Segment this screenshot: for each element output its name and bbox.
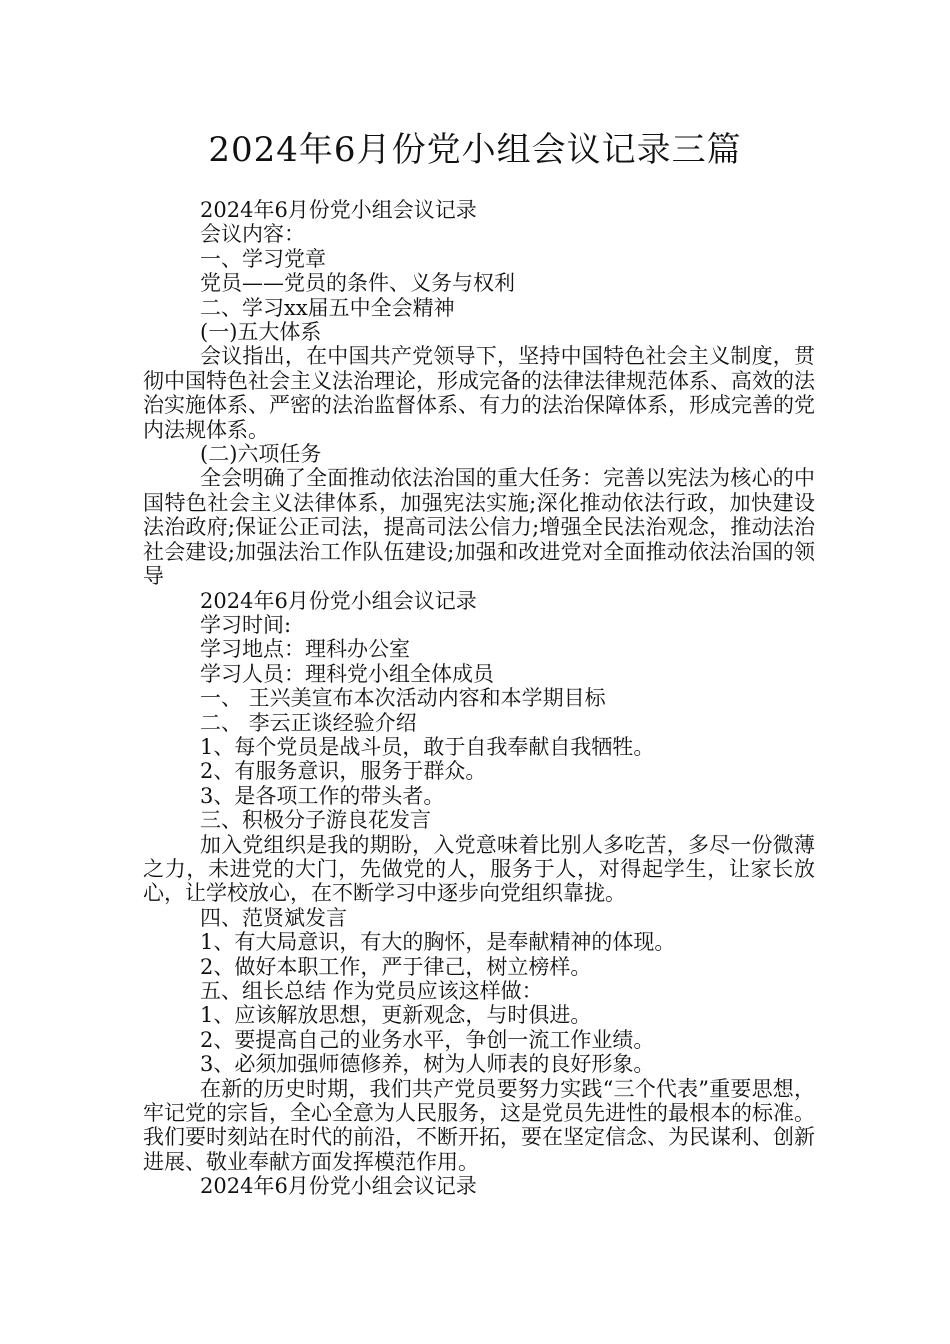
paragraph-23: 2、做好本职工作，严于律己，树立榜样。 [200, 954, 592, 979]
paragraph-13: 学习人员：理科党小组全体成员 [200, 661, 494, 686]
paragraph-24: 五、组长总结 作为党员应该这样做： [200, 979, 543, 1003]
paragraph-7: 会议指出，在中国共产党领导下，坚持中国特色社会主义制度，贯彻中国特色社会主义法治理论，形成完备的法律法律规范体系、高效的法治实施体系、严密的法治监督体系、有力的法治保障体系，形成完善的党内法规体系。 [143, 344, 815, 442]
paragraph-21: 四、范贤斌发言 [200, 905, 347, 930]
paragraph-4: 党员——党员的条件、义务与权利 [200, 271, 515, 296]
paragraph-29: 2024年6月份党小组会议记录 [200, 1174, 477, 1199]
paragraph-6: (一)五大体系 [200, 320, 322, 345]
paragraph-20: 加入党组织是我的期盼，入党意味着比别人多吃苦，多尽一份微薄之力，未进党的大门，先做党的人，服务于人，对得起学生，让家长放心，让学校放心，在不断学习中逐步向党组织靠拢。 [143, 832, 815, 906]
paragraph-10: 2024年6月份党小组会议记录 [200, 588, 477, 613]
paragraph-18: 3、是各项工作的带头者。 [200, 783, 445, 808]
paragraph-17: 2、有服务意识，服务于群众。 [200, 759, 487, 784]
paragraph-19: 三、积极分子游良花发言 [200, 808, 431, 833]
paragraph-5: 二、学习xx届五中全会精神 [200, 295, 455, 320]
document-title: 2024年6月份党小组会议记录三篇 [208, 130, 742, 170]
paragraph-15: 二、 李云正谈经验介绍 [200, 710, 417, 735]
paragraph-25: 1、应该解放思想，更新观念，与时俱进。 [200, 1003, 592, 1028]
document-body [143, 198, 815, 1199]
paragraph-11: 学习时间: [200, 612, 292, 637]
paragraph-14: 一、 王兴美宣布本次活动内容和本学期目标 [200, 686, 606, 711]
paragraph-2: 会议内容： [200, 222, 305, 247]
paragraph-9: 全会明确了全面推动依法治国的重大任务：完善以宪法为核心的中国特色社会主义法律体系，加强宪法实施;深化推动依法行政，加快建设法治政府;保证公正司法，提高司法公信力;增强全民法治观念，推动法治社会建设;加强法治工作队伍建设;加强和改进党对全面推动依法治国的领导 [143, 466, 815, 589]
paragraph-8: (二)六项任务 [200, 442, 322, 467]
paragraph-12: 学习地点：理科办公室 [200, 637, 410, 662]
paragraph-1: 2024年6月份党小组会议记录 [200, 198, 477, 222]
paragraph-16: 1、每个党员是战斗员，敢于自我奉献自我牺牲。 [200, 734, 655, 759]
paragraph-3: 一、学习党章 [200, 246, 326, 271]
paragraph-28: 在新的历史时期，我们共产党员要努力实践“三个代表”重要思想，牢记党的宗旨，全心全意为人民服务，这是党员先进性的最根本的标准。我们要时刻站在时代的前沿，不断开拓，要在坚定信念、为民谋利、创新进展、敬业奉献方面发挥模范作用。 [143, 1076, 815, 1174]
paragraph-26: 2、要提高自己的业务水平，争创一流工作业绩。 [200, 1027, 655, 1052]
paragraph-22: 1、有大局意识，有大的胸怀，是奉献精神的体现。 [200, 930, 676, 955]
paragraph-27: 3、必须加强师德修养，树为人师表的良好形象。 [200, 1052, 655, 1077]
